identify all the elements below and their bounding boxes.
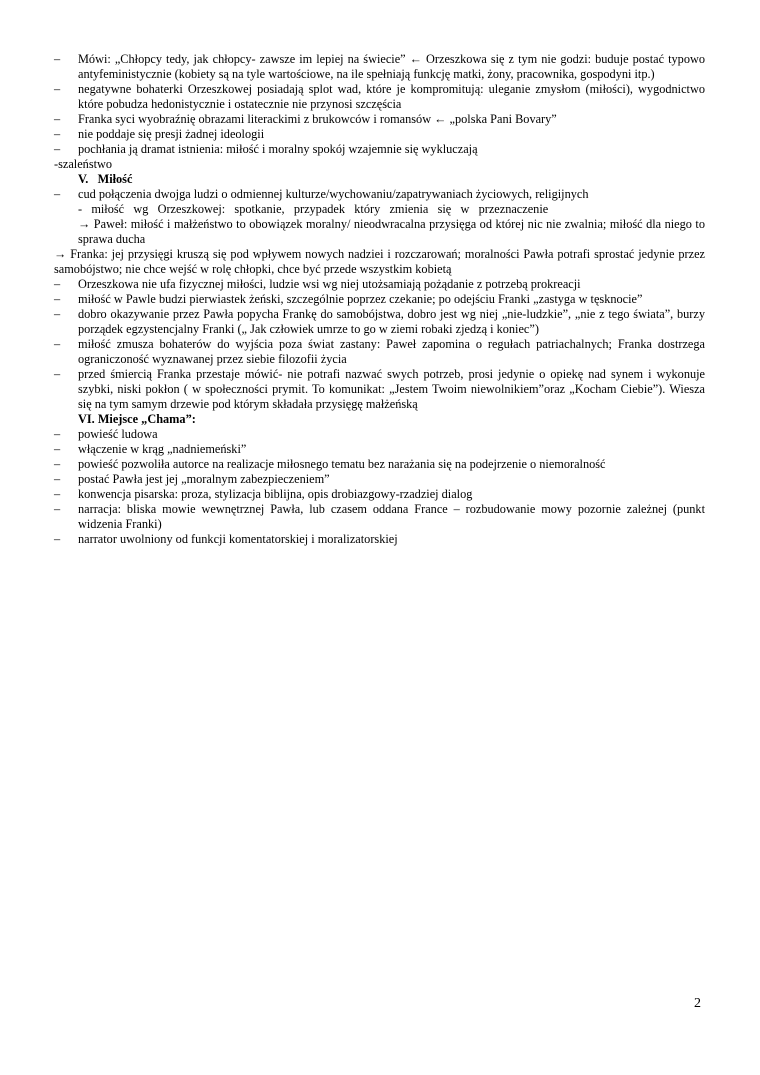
list-item-text: nie poddaje się presji żadnej ideologii [78, 127, 265, 141]
list-item-text: włączenie w krąg „nadniemeński” [78, 442, 247, 456]
list-item [54, 442, 705, 457]
bullet-dash: – [54, 292, 61, 306]
bullet-dash: – [54, 502, 61, 516]
list-item [54, 472, 705, 487]
list-item [54, 187, 705, 202]
list-item-text: negatywne bohaterki Orzeszkowej posiadają splot wad, które je kompromitują: uleganie zmysłom (miłości), wygodnictwo które pobudza hedonistycznie i ostatecznie nie przynosi szczęścia [78, 82, 705, 111]
list-item-text: postać Pawła jest jej „moralnym zabezpieczeniem” [78, 472, 330, 486]
bullet-dash: – [54, 487, 61, 501]
bullet-dash: – [54, 427, 61, 441]
bullet-dash: – [54, 442, 61, 456]
list-item [54, 427, 705, 442]
bullet-dash: – [54, 367, 61, 381]
bullet-dash: – [54, 52, 61, 66]
list-item-text: powieść pozwoliła autorce na realizacje miłosnego tematu bez narażania się na podejrzenie o niemoralność [78, 457, 606, 471]
list-item [54, 337, 705, 367]
list-item [54, 112, 705, 127]
section-heading-milosc: V. Miłość [78, 172, 133, 186]
pawel-line: → Paweł: miłość i małżeństwo to obowiązek moralny/ nieodwracalna przysięga od której nic nie zwalnia; miłość dla niego to sprawa ducha [78, 217, 705, 246]
franka-paragraph: → Franka: jej przysięgi kruszą się pod wpływem nowych nadziei i rozczarowań; moralności Pawła potrafi sprostać jedynie przez samobójstwo; nie chce wejść w rolę chłopki, chce być przede wszystkim kobietą [54, 247, 705, 276]
document-body [54, 52, 705, 547]
list-item-text: Orzeszkowa nie ufa fizycznej miłości, ludzie wsi wg niej utożsamiają pożądanie z potrzebą prokreacji [78, 277, 581, 291]
list-item-text: pochłania ją dramat istnienia: miłość i moralny spokój wzajemnie się wykluczają [78, 142, 478, 156]
list-item [54, 127, 705, 142]
list-item-text: dobro okazywanie przez Pawła popycha Frankę do samobójstwa, dobro jest wg niej „nie-ludzkie”, „nie z tego świata”, burzy porządek egzystencjalny Franki („ Jak człowiek umrze to go w ziemi robaki zjedzą i koniec”) [78, 307, 705, 336]
bullet-dash: – [54, 532, 61, 546]
bullet-dash: – [54, 337, 61, 351]
list-item [54, 367, 705, 412]
bullet-dash: – [54, 307, 61, 321]
list-item-text: narrator uwolniony od funkcji komentatorskiej i moralizatorskiej [78, 532, 398, 546]
list-item-text: narracja: bliska mowie wewnętrznej Pawła, lub czasem oddana France – rozbudowanie mowy pozornie zależnej (punkt widzenia Franki) [78, 502, 705, 531]
list-item-text: konwencja pisarska: proza, stylizacja biblijna, opis drobiazgowy-rzadziej dialog [78, 487, 473, 501]
bullet-dash: – [54, 112, 61, 126]
list-item-text: miłość zmusza bohaterów do wyjścia poza świat zastany: Paweł zapomina o regułach patriachalnych; Franka dostrzega ograniczoność wyznawanej przez siebie filozofii życia [78, 337, 705, 366]
bullet-dash: – [54, 82, 61, 96]
bullet-dash: – [54, 142, 61, 156]
list-item [54, 532, 705, 547]
bullet-dash: – [54, 457, 61, 471]
list-item-text: Mówi: „Chłopcy tedy, jak chłopcy- zawsze im lepiej na świecie” ← Orzeszkowa się z tym nie godzi: buduje postać typowo antyfeministycznie (kobiety są na tyle wartościowe, na ile spełniają funkcję matki, żony, pracownika, gospodyni itp.) [78, 52, 705, 81]
list-item-text: powieść ludowa [78, 427, 158, 441]
szalenstwo-line: -szaleństwo [54, 157, 113, 171]
list-item-text: miłość w Pawle budzi pierwiastek żeński, szczególnie poprzez czekanie; po odejściu Franki „zastyga w tęsknocie” [78, 292, 643, 306]
list-item [54, 457, 705, 472]
list-item [54, 82, 705, 112]
bullet-dash: – [54, 187, 61, 201]
bullet-dash: – [54, 127, 61, 141]
bullet-dash: – [54, 277, 61, 291]
list-item [54, 487, 705, 502]
list-item-text: cud połączenia dwojga ludzi o odmiennej kulturze/wychowaniu/zapatrywaniach życiowych, religijnych [78, 187, 589, 201]
list-item [54, 292, 705, 307]
list-item-text: Franka syci wyobraźnię obrazami literackimi z brukowców i romansów ← „polska Pani Bovary” [78, 112, 557, 126]
list-item-text: przed śmiercią Franka przestaje mówić- nie potrafi nazwać swych potrzeb, prosi jedynie o opiekę nad synem i wykonuje szybki, niski pokłon ( w społeczności prymit. To komunikat: „Jestem Twoim niewolnikiem”oraz „Kocham Ciebie”). Wiesza się na tym samym drzewie pod którym składała przysięgę małżeńską [78, 367, 705, 411]
section-heading-miejsce: VI. Miejsce „Chama”: [78, 412, 196, 426]
list-item [54, 52, 705, 82]
bullet-dash: – [54, 472, 61, 486]
page-number: 2 [694, 996, 701, 1011]
list-item [54, 277, 705, 292]
list-item [54, 502, 705, 532]
milosc-definition-line: - miłość wg Orzeszkowej: spotkanie, przypadek który zmienia się w przeznaczenie [78, 202, 549, 216]
list-item [54, 307, 705, 337]
list-item [54, 142, 705, 157]
